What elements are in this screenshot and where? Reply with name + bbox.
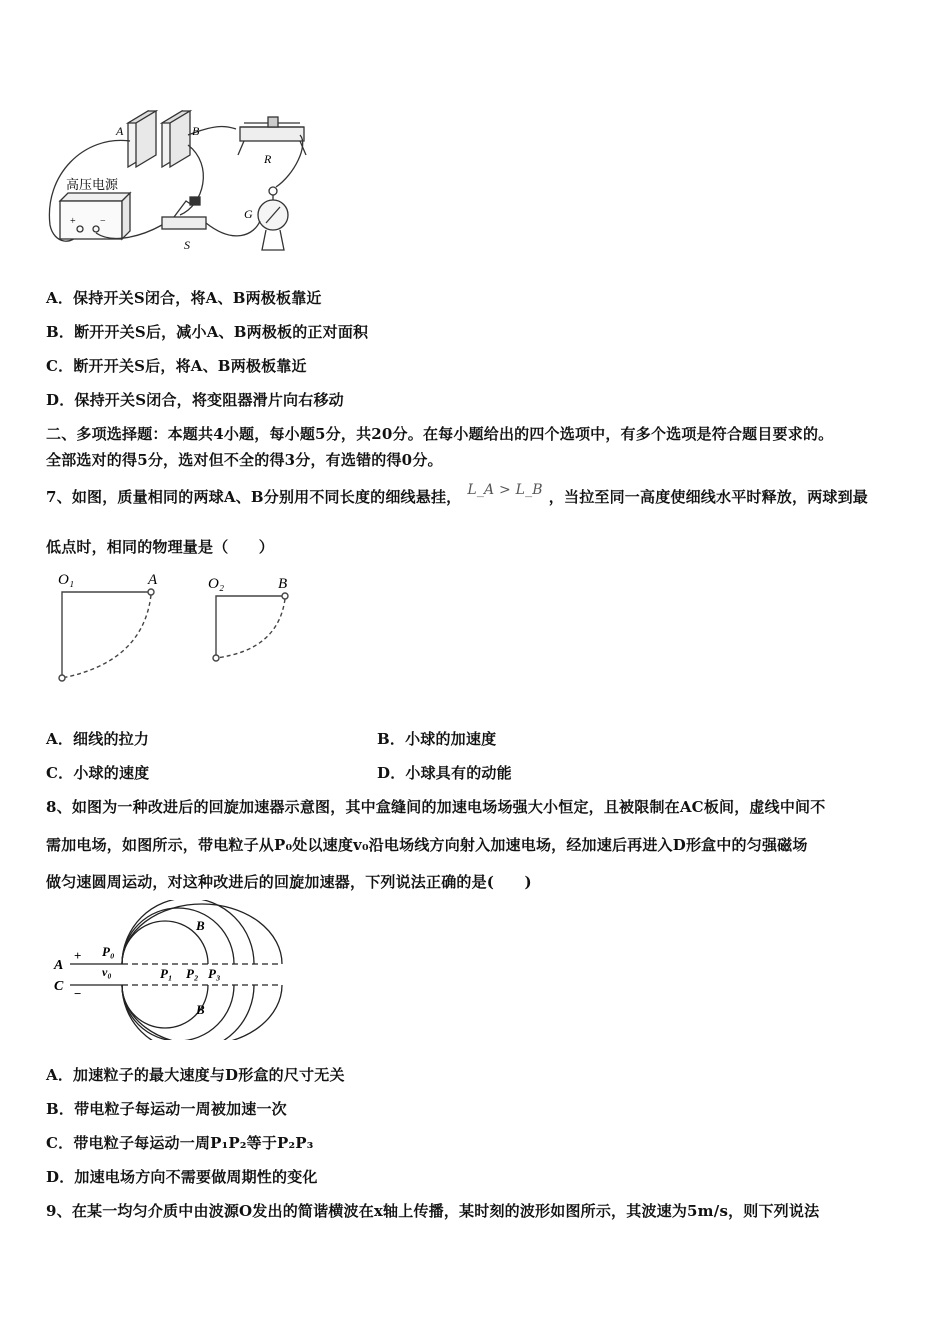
supply-plus: + xyxy=(70,216,76,227)
q6-option-d: D．保持开关S闭合，将变阻器滑片向右移动 xyxy=(46,391,344,409)
label-s: S xyxy=(184,238,190,252)
label-r: R xyxy=(264,152,272,166)
cyclotron-figure xyxy=(48,900,288,1040)
p0-label: P₀ xyxy=(102,944,115,959)
v0-label: v₀ xyxy=(102,965,112,979)
q7-part2: ，当拉至同一高度使细线水平时释放，两球到最 xyxy=(548,488,868,506)
minus-sign: − xyxy=(74,986,82,1001)
q7-option-d: D．小球具有的动能 xyxy=(377,764,512,782)
q8-option-d: D．加速电场方向不需要做周期性的变化 xyxy=(46,1168,318,1186)
pendulum-figure xyxy=(48,566,308,691)
q8-option-c: C．带电粒子每运动一周P₁P₂等于P₂P₃ xyxy=(46,1134,314,1152)
q7-stem-line1 xyxy=(46,482,868,507)
q7-option-c: C．小球的速度 xyxy=(46,764,150,782)
q7-part1: 7、如图，质量相同的两球A、B分别用不同长度的细线悬挂， xyxy=(46,488,462,506)
section2-heading-line2: 全部选对的得5分，选对但不全的得3分，有选错的得0分。 xyxy=(46,451,443,469)
p1-label: P₁ xyxy=(160,966,173,981)
q7-option-b: B．小球的加速度 xyxy=(377,730,497,748)
label-b: B xyxy=(192,124,200,138)
q8-option-b: B．带电粒子每运动一周被加速一次 xyxy=(46,1100,287,1118)
plus-sign: + xyxy=(74,948,82,963)
section2-heading-line1: 二、多项选择题：本题共4小题，每小题5分，共20分。在每小题给出的四个选项中，有多个选项是符合题目要求的。 xyxy=(46,425,834,443)
label-a-ball: A xyxy=(148,572,158,588)
label-a: A xyxy=(116,124,124,138)
label-g: G xyxy=(244,207,253,221)
q6-option-a: A．保持开关S闭合，将A、B两极板靠近 xyxy=(46,289,322,307)
label-b-ball: B xyxy=(278,576,288,592)
label-o1: O₁ xyxy=(58,572,75,588)
plate-a-label: A xyxy=(54,958,64,973)
q6-option-b: B．断开开关S后，减小A、B两极板的正对面积 xyxy=(46,323,369,341)
q7-option-a: A．细线的拉力 xyxy=(46,730,150,748)
q8-option-a: A．加速粒子的最大速度与D形盒的尺寸无关 xyxy=(46,1066,345,1084)
q8-stem-line1: 8、如图为一种改进后的回旋加速器示意图，其中盒缝间的加速电场场强大小恒定，且被限制在AC板间，虚线中间不 xyxy=(46,798,826,816)
supply-minus: − xyxy=(100,216,106,227)
plate-c-label: C xyxy=(54,979,64,994)
p3-label: P₃ xyxy=(208,966,221,981)
q7-stem-line2: 低点时，相同的物理量是（ ） xyxy=(46,538,275,556)
q8-stem-line2: 需加电场，如图所示，带电粒子从P₀处以速度v₀沿电场线方向射入加速电场，经加速后再进入D形盒中的匀强磁场 xyxy=(46,836,808,854)
label-o2: O₂ xyxy=(208,576,225,592)
p2-label: P₂ xyxy=(186,966,199,981)
q9-stem-line1: 9、在某一均匀介质中由波源O发出的简谐横波在x轴上传播，某时刻的波形如图所示，其波速为5m/s，则下列说法 xyxy=(46,1202,820,1220)
b-bottom-label: B xyxy=(196,1002,205,1017)
q8-stem-line3: 做匀速圆周运动，对这种改进后的回旋加速器，下列说法正确的是( ) xyxy=(46,873,532,891)
b-top-label: B xyxy=(196,918,205,933)
power-supply-label: 高压电源 xyxy=(66,177,119,192)
q7-formula: L_A > L_B xyxy=(467,482,543,498)
capacitor-circuit-figure xyxy=(44,105,334,270)
q6-option-c: C．断开开关S后，将A、B两极板靠近 xyxy=(46,357,307,375)
